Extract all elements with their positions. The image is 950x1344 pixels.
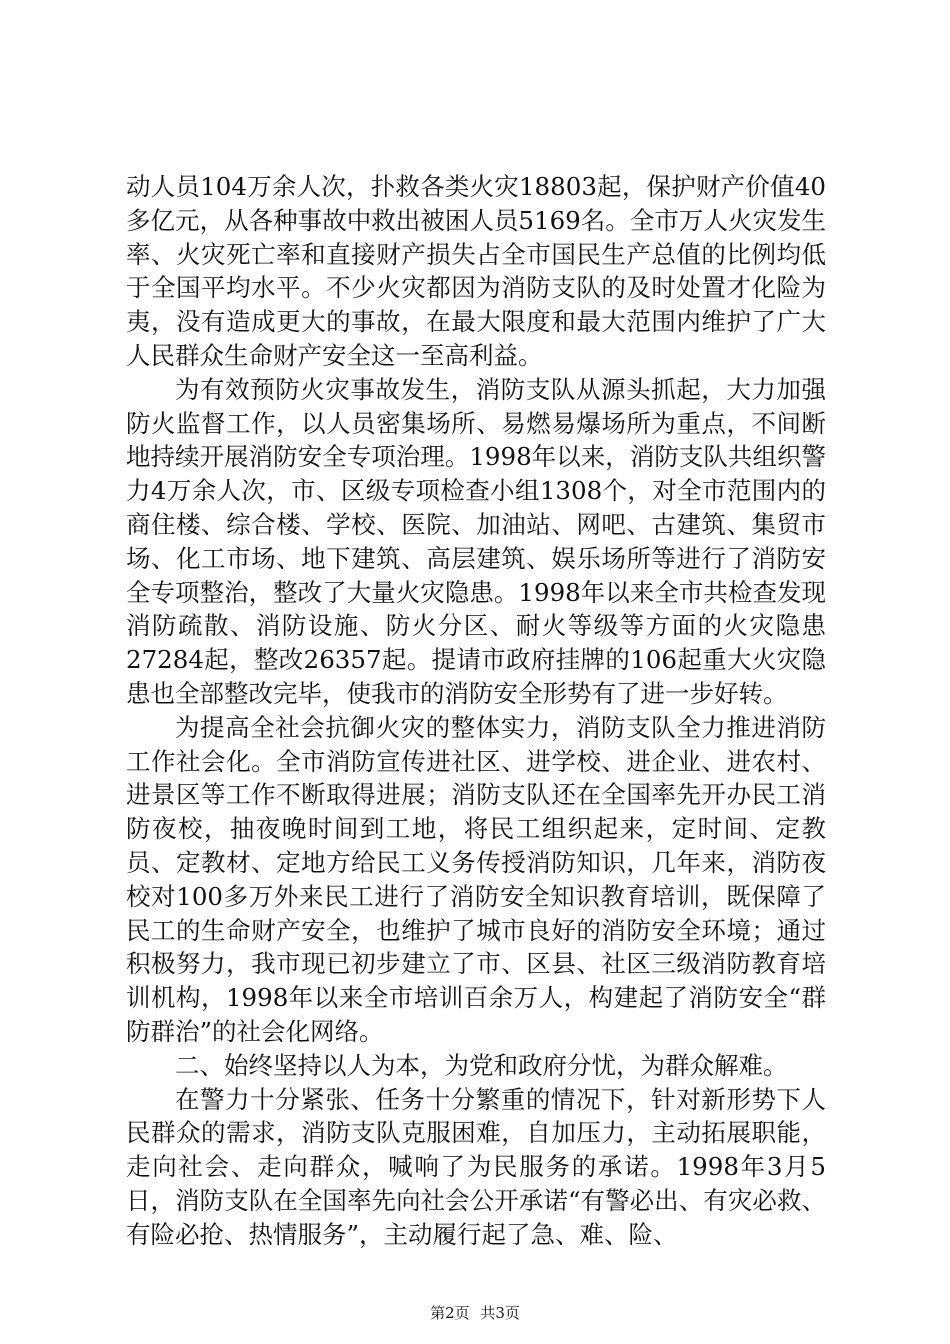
- document-body: [126, 170, 826, 1252]
- paragraph-2: 为有效预防火灾事故发生，消防支队从源头抓起，大力加强防火监督工作，以人员密集场所、易燃易爆场所为重点，不间断地持续开展消防安全专项治理。1998年以来，消防支队共组织警力4万余人次，市、区级专项检查小组1308个，对全市范围内的商住楼、综合楼、学校、医院、加油站、网吧、古建筑、集贸市场、化工市场、地下建筑、高层建筑、娱乐场所等进行了消防安全专项整治，整改了大量火灾隐患。1998年以来全市共检查发现消防疏散、消防设施、防火分区、耐火等级等方面的火灾隐患27284起，整改26357起。提请市政府挂牌的106起重大火灾隐患也全部整改完毕，使我市的消防安全形势有了进一步好转。: [126, 374, 826, 708]
- page-footer: [0, 1303, 950, 1323]
- section-heading: 二、始终坚持以人为本，为党和政府分忧，为群众解难。: [175, 1050, 788, 1080]
- paragraph-4: 在警力十分紧张、任务十分繁重的情况下，针对新形势下人民群众的需求，消防支队克服困难，自加压力，主动拓展职能，走向社会、走向群众，喊响了为民服务的承诺。1998年3月5日，消防支队在全国率先向社会公开承诺“有警必出、有灾必救、有险必抢、热情服务”，主动履行起了急、难、险、: [126, 1084, 826, 1249]
- page-total: 共3页: [480, 1304, 520, 1322]
- page-number: 第2页: [430, 1304, 470, 1322]
- paragraph-1: 动人员104万余人次，扑救各类火灾18803起，保护财产价值40多亿元，从各种事故中救出被困人员5169名。全市万人火灾发生率、火灾死亡率和直接财产损失占全市国民生产总值的比例均低于全国平均水平。不少火灾都因为消防支队的及时处置才化险为夷，没有造成更大的事故，在最大限度和最大范围内维护了广大人民群众生命财产安全这一至高利益。: [126, 172, 826, 370]
- paragraph-3: 为提高全社会抗御火灾的整体实力，消防支队全力推进消防工作社会化。全市消防宣传进社区、进学校、进企业、进农村、进景区等工作不断取得进展；消防支队还在全国率先开办民工消防夜校，抽夜晚时间到工地，将民工组织起来，定时间、定教员、定教材、定地方给民工义务传授消防知识，几年来，消防夜校对100多万外来民工进行了消防安全知识教育培训，既保障了民工的生命财产安全，也维护了城市良好的消防安全环境；通过积极努力，我市现已初步建立了市、区县、社区三级消防教育培训机构，1998年以来全市培训百余万人，构建起了消防安全“群防群治”的社会化网络。: [126, 712, 826, 1046]
